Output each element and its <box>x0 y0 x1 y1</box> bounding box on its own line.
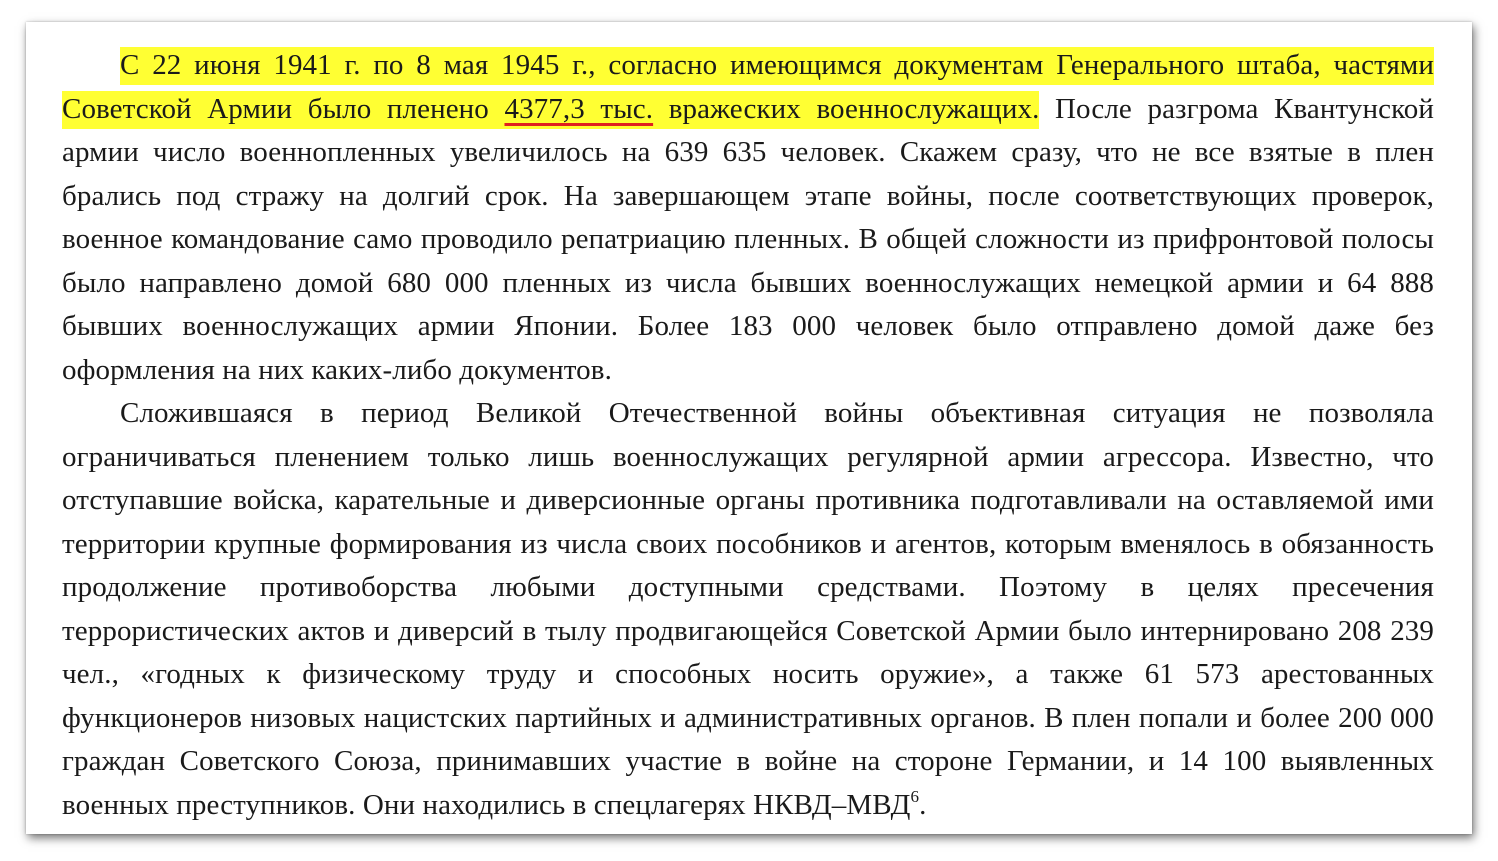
paragraph-2-end: . <box>919 788 927 821</box>
paragraph-1 <box>62 44 1434 392</box>
footnote-marker: 6 <box>910 786 920 806</box>
paragraph-2-text: Сложившаяся в период Великой Отечественной войны объективная ситуация не позволяла ограничиваться пленением только лишь военнослужащих регулярной армии агрессора. Известно, что отступавшие войска, карательные и диверсионные органы противника подготавливали на оставляемой ими территории крупные формирования из числа своих пособников и агентов, которым вменялось в обязанность продолжение противоборства любыми доступными средствами. Поэтому в целях пресечения террористических актов и диверсий в тылу продвигающейся Советской Армии было интернировано 208 239 чел., «годных к физическому труду и способных носить оружие», а также 61 573 арестованных функционеров низовых нацистских партийных и административных органов. В плен попали и более 200 000 граждан Советского Союза, принимавших участие в войне на стороне Германии, и 14 100 выявленных военных преступников. Они находились в спецлагерях НКВД–МВД <box>62 397 1434 821</box>
document-text <box>62 44 1434 827</box>
document-page <box>26 22 1472 834</box>
underlined-prisoner-count: 4377,3 тыс. <box>504 92 654 125</box>
highlight-text-start: С 22 июня 1941 г. по 8 мая 1945 г., согласно имеющимся документам Генерального штаба, частями Советской Армии было пленено <box>62 49 1434 125</box>
paragraph-1-rest: После разгрома Квантунской армии число военнопленных увеличилось на 639 635 человек. Скажем сразу, что не все взятые в плен брались под стражу на долгий срок. На завершающем этапе войны, после соответствующих проверок, военное командование само проводило репатриацию пленных. В общей сложности из прифронтовой полосы было направлено домой 680 000 пленных из числа бывших военнослужащих немецкой армии и 64 888 бывших военнослужащих армии Японии. Более 183 000 человек было отправлено домой даже без оформления на них каких-либо документов. <box>62 92 1435 386</box>
highlight-text-end: вражеских военнослужащих. <box>653 92 1040 125</box>
paragraph-2 <box>62 392 1434 827</box>
